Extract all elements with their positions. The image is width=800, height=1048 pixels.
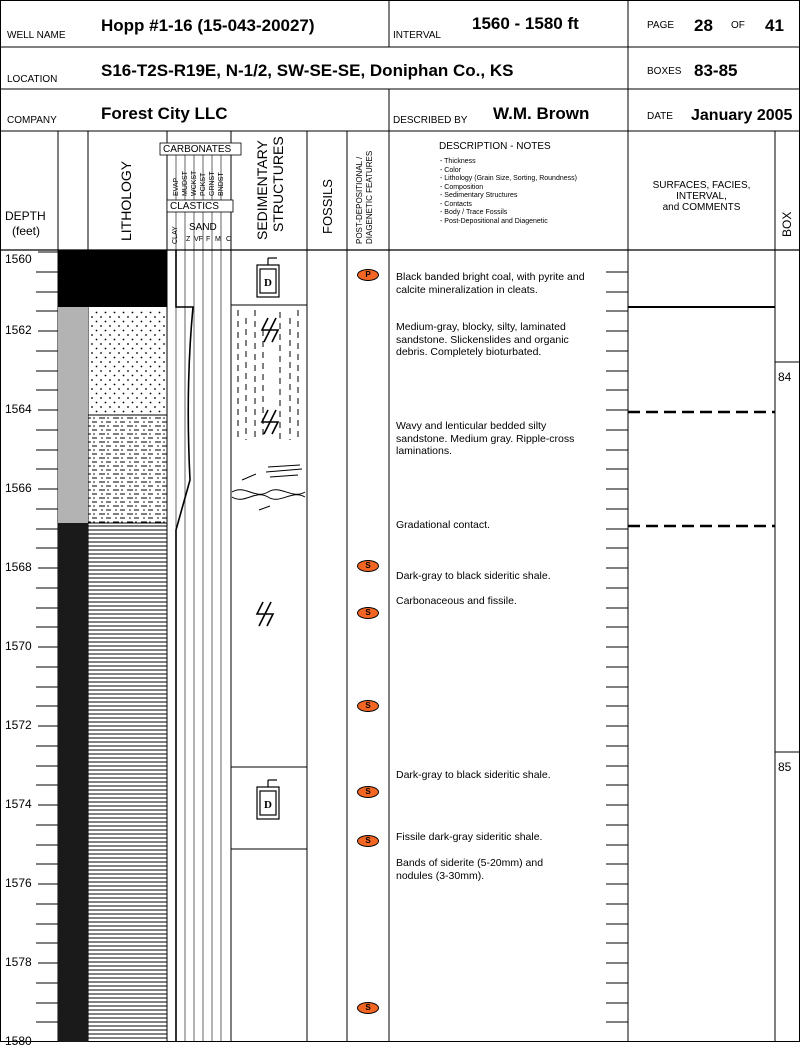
sed-structures-header-2: STRUCTURES	[270, 136, 286, 232]
siderite-symbol: S	[357, 1002, 379, 1014]
depth-label: 1580	[5, 1034, 32, 1048]
sed-structures-header-1: SEDIMENTARY	[254, 140, 270, 240]
carb-evap: EVAP	[173, 177, 180, 196]
siderite-symbol: S	[357, 607, 379, 619]
grain-z: Z	[186, 236, 191, 243]
depth-header-2: (feet)	[12, 224, 41, 238]
company-label: COMPANY	[7, 115, 57, 126]
description-shale-2: Dark-gray to black sideritic shale.	[396, 769, 551, 781]
date-value: January 2005	[691, 107, 793, 124]
surfaces-header-3: and COMMENTS	[662, 202, 741, 213]
carb-pckst: PCKST	[200, 172, 207, 196]
shale-pattern	[88, 525, 167, 1042]
depth-header-1: DEPTH	[5, 209, 46, 223]
clastics-header: CLASTICS	[170, 201, 219, 212]
coal-bed	[58, 250, 167, 307]
carbonates-header: CARBONATES	[163, 144, 232, 155]
description-header: DESCRIPTION - NOTES	[439, 141, 551, 152]
svg-text:D: D	[264, 799, 272, 811]
surfaces-header-1: SURFACES, FACIES,	[652, 180, 751, 191]
page-label: PAGE	[647, 20, 675, 31]
post-dep-header-2: DIAGENETIC FEATURES	[365, 150, 374, 244]
siderite-symbol: S	[357, 560, 379, 572]
fossils-header: FOSSILS	[320, 179, 335, 234]
depth-label: 1570	[5, 639, 32, 653]
grain-vf: VF	[194, 236, 203, 243]
depth-label: 1572	[5, 718, 32, 732]
depth-label: 1578	[5, 955, 32, 969]
siderite-symbol: S	[357, 786, 379, 798]
box-84: 84	[778, 370, 792, 384]
described-by-label: DESCRIBED BY	[393, 115, 468, 126]
of-label: OF	[731, 20, 745, 31]
siderite-symbol: S	[357, 835, 379, 847]
sand-label: SAND	[189, 222, 217, 233]
box-header: BOX	[780, 211, 794, 237]
grain-m: M	[215, 236, 221, 243]
location-value: S16-T2S-R19E, N-1/2, SW-SE-SE, Doniphan Co., KS	[101, 61, 514, 80]
grain-c: C	[226, 236, 232, 243]
depth-label: 1560	[5, 252, 32, 266]
carb-wckst: WCKST	[191, 170, 198, 196]
interval-label: INTERVAL	[393, 30, 441, 41]
description-carbonaceous: Carbonaceous and fissile.	[396, 595, 517, 607]
description-shale-1: Dark-gray to black sideritic shale.	[396, 570, 551, 582]
depth-label: 1568	[5, 560, 32, 574]
description-guideline-item: - Lithology (Grain Size, Sorting, Roundness)	[440, 175, 577, 182]
well-name: Hopp #1-16 (15-043-20027)	[101, 16, 315, 35]
description-guideline-item: - Contacts	[440, 200, 472, 208]
description-contact: Gradational contact.	[396, 519, 490, 531]
description-guidelines	[440, 158, 577, 226]
siderite-symbol: S	[357, 700, 379, 712]
description-guideline-item: - Body / Trace Fossils	[440, 209, 508, 216]
interval-value: 1560 - 1580 ft	[472, 14, 579, 33]
pyrite-symbol: P	[357, 269, 379, 281]
sandstone-color-bar	[58, 307, 88, 523]
lithology-header: LITHOLOGY	[118, 160, 134, 241]
location-label: LOCATION	[7, 74, 58, 85]
carb-grnst: GRNST	[209, 171, 216, 196]
clay-label: CLAY	[172, 226, 179, 244]
depth-label: 1564	[5, 402, 32, 416]
post-dep-header-1: POST-DEPOSITIONAL /	[355, 156, 364, 244]
depth-label: 1562	[5, 323, 32, 337]
description-siderite-bands: Bands of siderite (5-20mm) and nodules (3-30mm).	[396, 857, 544, 882]
boxes-label: BOXES	[647, 66, 682, 77]
well-name-label: WELL NAME	[7, 30, 66, 41]
description-guideline-item: - Composition	[440, 183, 484, 191]
description-guideline-item: - Thickness	[440, 158, 476, 165]
description-sandstone: Medium-gray, blocky, silty, laminated sandstone. Slickenslides and organic debris. Completely bioturbated.	[396, 321, 569, 358]
carb-bndst: BNDST	[218, 172, 225, 196]
company-value: Forest City LLC	[101, 104, 228, 123]
box-85: 85	[778, 760, 792, 774]
svg-text:D: D	[264, 277, 272, 289]
description-wavy-bedded: Wavy and lenticular bedded silty sandstone. Medium gray. Ripple-cross laminations.	[396, 420, 575, 457]
description-guideline-item: - Color	[440, 166, 462, 174]
boxes-value: 83-85	[694, 61, 738, 80]
description-coal: Black banded bright coal, with pyrite and calcite mineralization in cleats.	[396, 271, 585, 296]
date-label: DATE	[647, 111, 673, 122]
description-guideline-item: - Sedimentary Structures	[440, 192, 518, 199]
description-fissile-shale: Fissile dark-gray sideritic shale.	[396, 831, 543, 843]
silty-sandstone-pattern	[88, 415, 167, 523]
depth-label: 1574	[5, 797, 32, 811]
surfaces-header-2: INTERVAL,	[676, 191, 727, 202]
sandstone-pattern	[88, 310, 167, 415]
depth-label: 1566	[5, 481, 32, 495]
described-by-value: W.M. Brown	[493, 104, 590, 123]
page-number: 28	[694, 16, 713, 35]
depth-label: 1576	[5, 876, 32, 890]
carb-mudst: MUDST	[182, 171, 189, 196]
grain-f: F	[206, 236, 211, 243]
shale-color-bar	[58, 523, 88, 1042]
description-guideline-item: - Post-Depositional and Diagenetic	[440, 217, 548, 225]
page-total: 41	[765, 16, 784, 35]
